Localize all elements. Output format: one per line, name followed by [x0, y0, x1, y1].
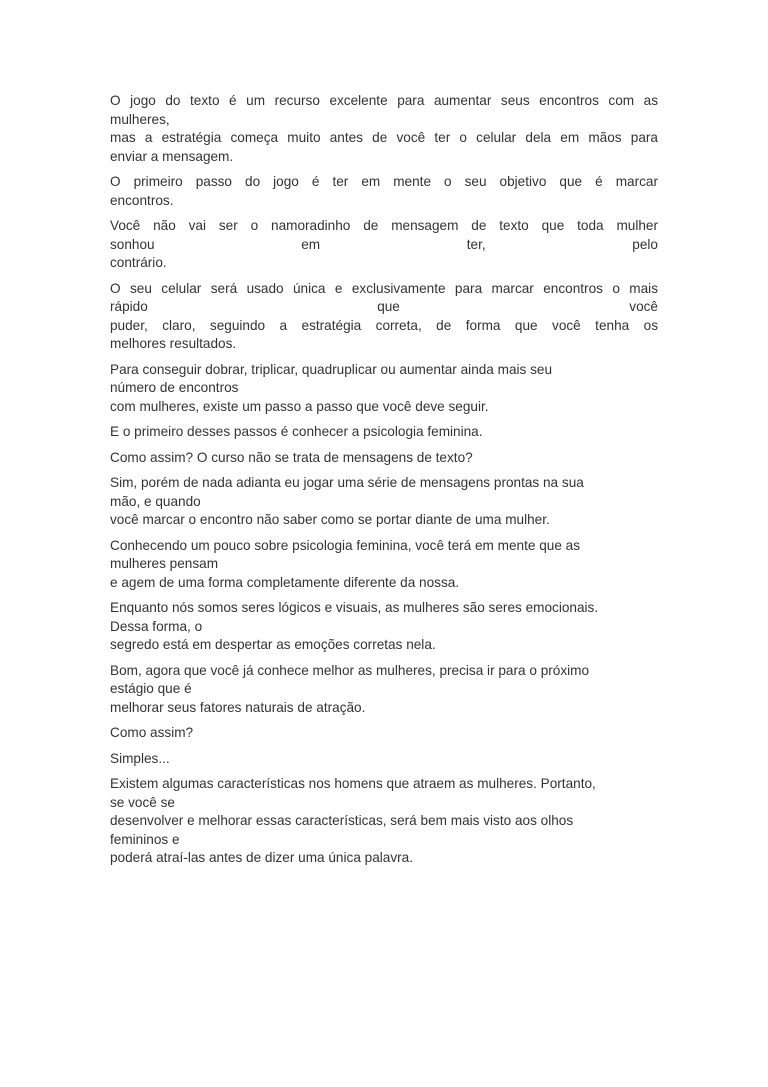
paragraph — [110, 449, 658, 468]
text-line: segredo está em despertar as emoções corretas nela. — [110, 637, 436, 652]
text-line: estágio que é — [110, 681, 192, 696]
text-line: Dessa forma, o — [110, 618, 203, 634]
text-line: mas a estratégia começa muito antes de você ter o celular dela em mãos para — [110, 130, 658, 145]
text-line: melhorar seus fatores naturais de atração. — [110, 699, 366, 715]
text-line: femininos e — [110, 831, 180, 847]
paragraph — [110, 217, 658, 273]
text-line: mulheres pensam — [110, 556, 219, 571]
text-line: Bom, agora que você já conhece melhor as mulheres, precisa ir para o próximo — [110, 662, 590, 678]
text-line: mulheres, — [110, 111, 170, 127]
paragraph — [110, 361, 658, 417]
text-line: mão, e quando — [110, 493, 201, 509]
text-line: Enquanto nós somos seres lógicos e visuais, as mulheres são seres emocionais. — [110, 600, 599, 615]
text-line: O seu celular será usado única e exclusivamente para marcar encontros o mais — [110, 280, 658, 296]
text-line: O primeiro passo do jogo é ter em mente o seu objetivo que é marcar — [110, 174, 658, 189]
text-line: Conhecendo um pouco sobre psicologia feminina, você terá em mente que as — [110, 537, 581, 553]
text-line: número de encontros — [110, 380, 239, 395]
text-line: contrário. — [110, 255, 167, 270]
text-line: Você não vai ser o namoradinho de mensagem de texto que toda mulher — [110, 218, 658, 233]
text-line: Para conseguir dobrar, triplicar, quadruplicar ou aumentar ainda mais seu — [110, 361, 553, 377]
paragraph — [110, 173, 658, 210]
text-line: com mulheres, existe um passo a passo que você deve seguir. — [110, 398, 489, 414]
paragraph — [110, 474, 658, 530]
text-line: melhores resultados. — [110, 336, 237, 351]
text-line: Simples... — [110, 750, 170, 766]
paragraph — [110, 280, 658, 354]
text-line: poderá atraí-las antes de dizer uma única palavra. — [110, 850, 414, 865]
text-line: e agem de uma forma completamente diferente da nossa. — [110, 574, 460, 590]
paragraph — [110, 537, 658, 593]
text-line: E o primeiro desses passos é conhecer a psicologia feminina. — [110, 424, 483, 439]
text-line: desenvolver e melhorar essas características, será bem mais visto aos olhos — [110, 813, 574, 828]
text-line: Sim, porém de nada adianta eu jogar uma série de mensagens prontas na sua — [110, 475, 584, 490]
text-line: puder, claro, seguindo a estratégia correta, de forma que você tenha os — [110, 317, 658, 333]
paragraph — [110, 724, 658, 743]
text-line: você marcar o encontro não saber como se portar diante de uma mulher. — [110, 512, 550, 527]
text-line: Existem algumas características nos homens que atraem as mulheres. Portanto, — [110, 776, 596, 791]
text-line: Como assim? — [110, 725, 194, 740]
text-line: rápido que você — [110, 299, 658, 314]
paragraph — [110, 423, 658, 442]
document-page — [110, 92, 658, 875]
paragraph — [110, 599, 658, 655]
paragraph — [110, 775, 658, 868]
text-line: encontros. — [110, 192, 174, 208]
text-line: Como assim? O curso não se trata de mensagens de texto? — [110, 449, 473, 465]
text-line: O jogo do texto é um recurso excelente para aumentar seus encontros com as — [110, 93, 658, 108]
paragraph — [110, 750, 658, 769]
paragraph — [110, 92, 658, 166]
text-line: enviar a mensagem. — [110, 148, 234, 164]
paragraph — [110, 662, 658, 718]
text-line: sonhou em ter, pelo — [110, 236, 658, 252]
text-line: se você se — [110, 794, 175, 810]
